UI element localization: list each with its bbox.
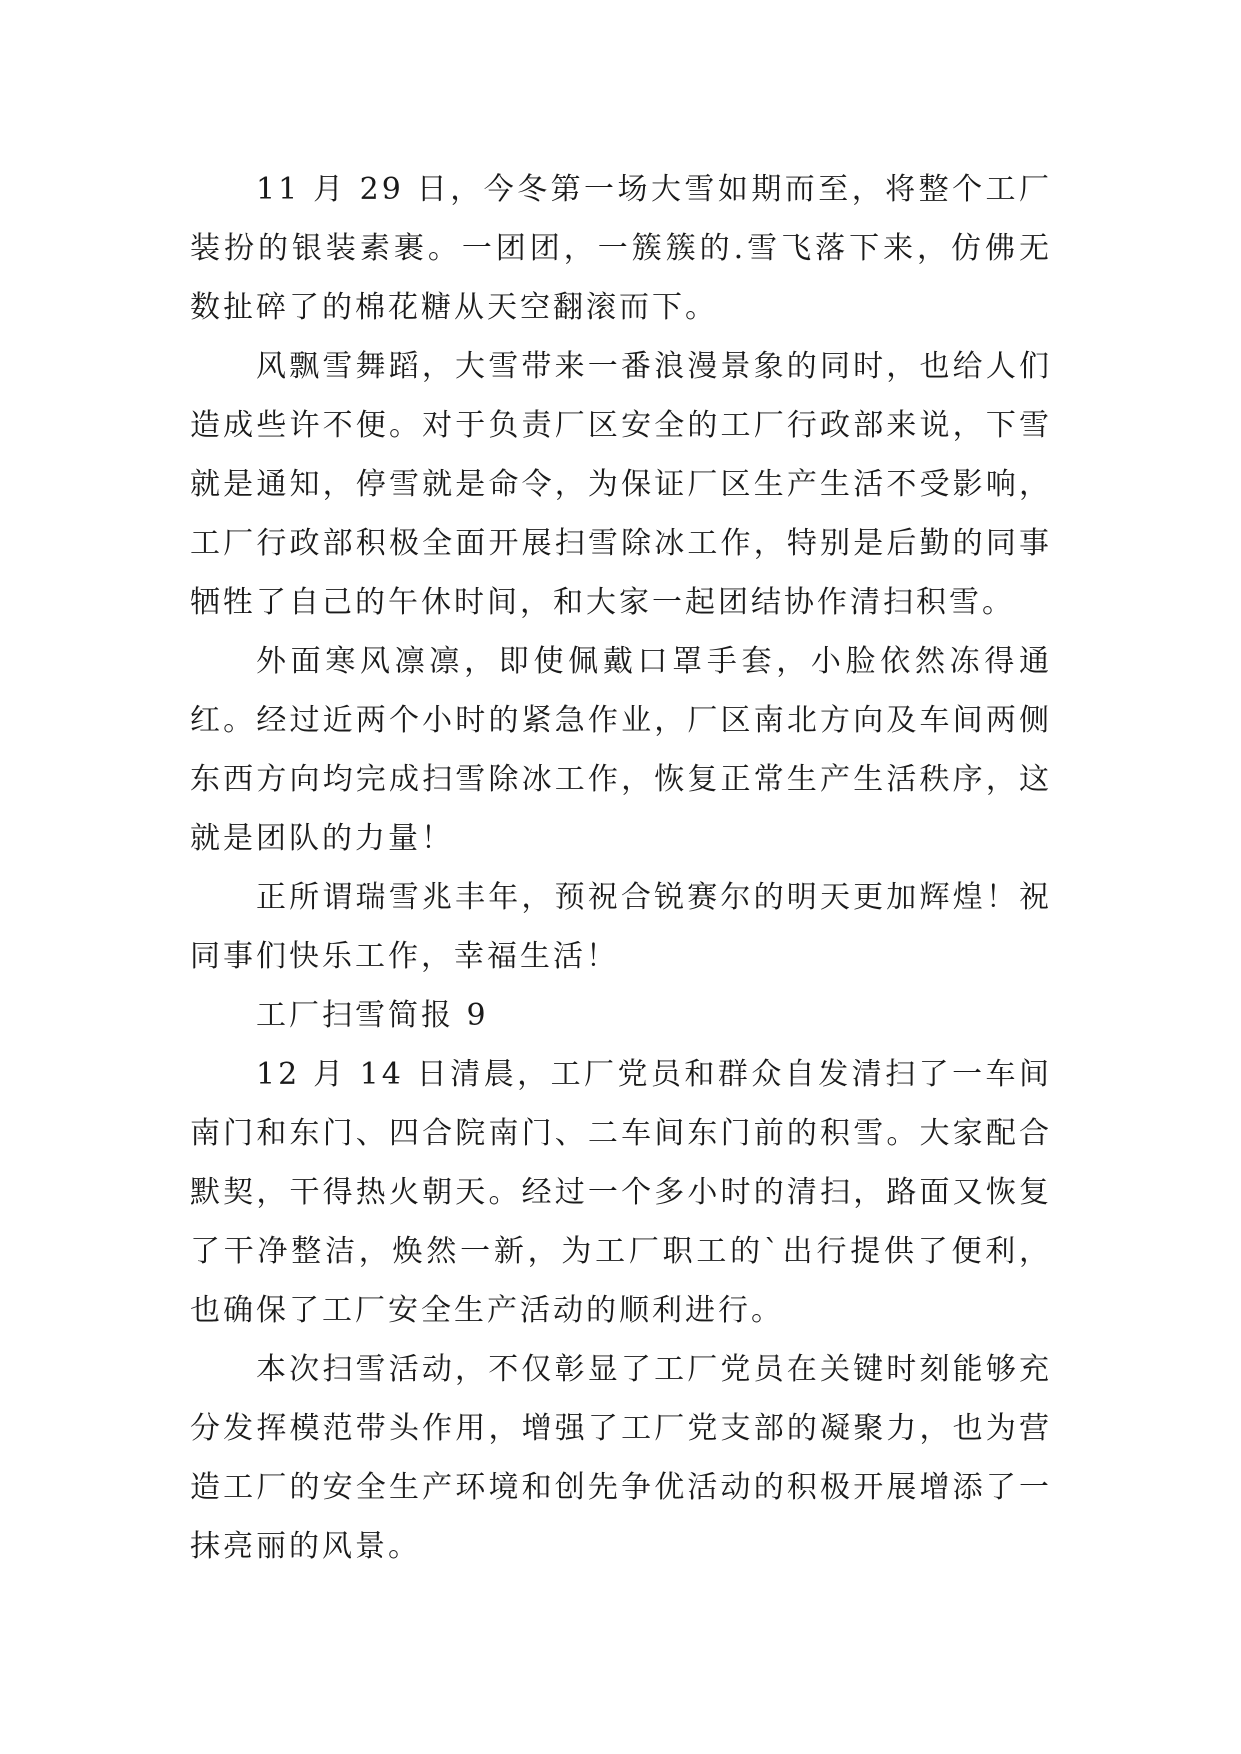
paragraph: 11 月 29 日，今冬第一场大雪如期而至，将整个工厂装扮的银装素裹。一团团，一簇簇的.雪飞落下来，仿佛无数扯碎了的棉花糖从天空翻滚而下。 [190,172,1052,325]
paragraph: 外面寒风凛凛，即使佩戴口罩手套，小脸依然冻得通红。经过近两个小时的紧急作业，厂区南北方向及车间两侧东西方向均完成扫雪除冰工作，恢复正常生产生活秩序，这就是团队的力量！ [190,644,1052,856]
paragraph: 本次扫雪活动，不仅彰显了工厂党员在关键时刻能够充分发挥模范带头作用，增强了工厂党支部的凝聚力，也为营造工厂的安全生产环境和创先争优活动的积极开展增添了一抹亮丽的风景。 [190,1352,1052,1564]
document-body [190,160,1052,1576]
paragraph: 风飘雪舞蹈，大雪带来一番浪漫景象的同时，也给人们造成些许不便。对于负责厂区安全的工厂行政部来说，下雪就是通知，停雪就是命令，为保证厂区生产生活不受影响，工厂行政部积极全面开展扫雪除冰工作，特别是后勤的同事牺牲了自己的午休时间，和大家一起团结协作清扫积雪。 [190,349,1052,620]
paragraph: 正所谓瑞雪兆丰年，预祝合锐赛尔的明天更加辉煌！祝同事们快乐工作，幸福生活！ [190,880,1052,974]
paragraph: 12 月 14 日清晨，工厂党员和群众自发清扫了一车间南门和东门、四合院南门、二车间东门前的积雪。大家配合默契，干得热火朝天。经过一个多小时的清扫，路面又恢复了干净整洁，焕然一新，为工厂职工的`出行提供了便利，也确保了工厂安全生产活动的顺利进行。 [190,1057,1052,1328]
section-title: 工厂扫雪简报 9 [256,998,489,1033]
